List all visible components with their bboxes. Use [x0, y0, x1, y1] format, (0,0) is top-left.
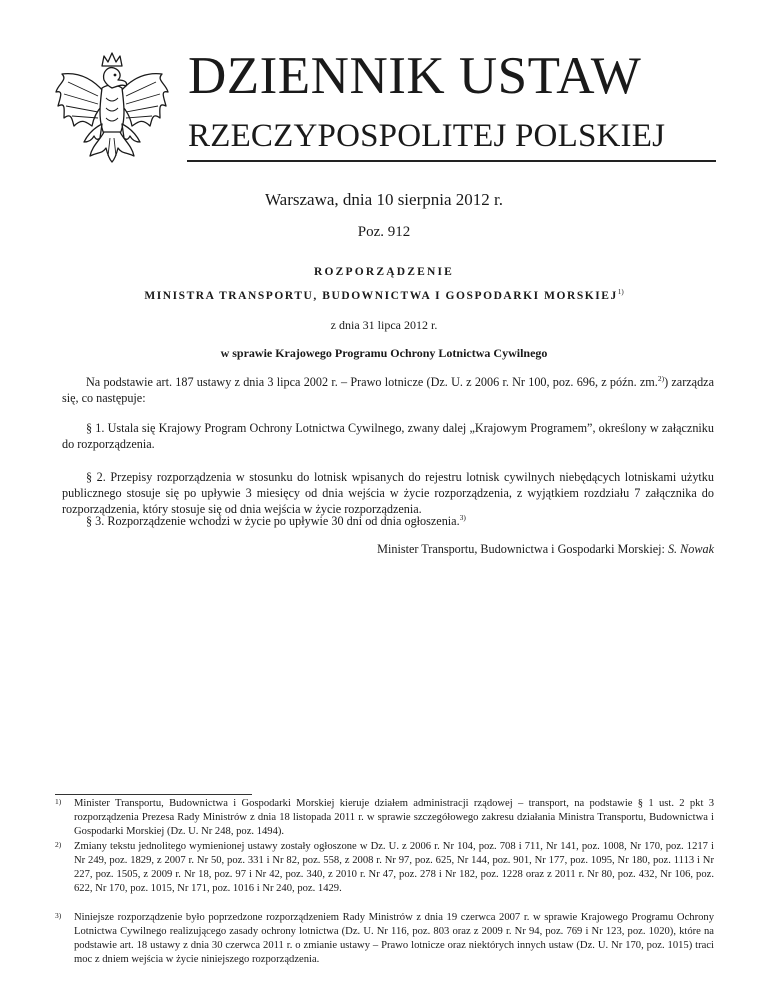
paragraph-3-text: § 3. Rozporządzenie wchodzi w życie po upływie 30 dni od dnia ogłoszenia. [86, 514, 460, 529]
footnote-1-text: Minister Transportu, Budownictwa i Gospodarki Morskiej kieruje działem administracji rządowej – transport, na podstawie § 1 ust. 2 pkt 3 rozporządzenia Prezesa Rady Ministrów z dnia 18 listopada 2011 r. w sprawie szczegółowego zakresu działania Ministra Transportu, Budownictwa i Gospodarki Morskiej (Dz. U. Nr 248, poz. 1494). [74, 798, 714, 837]
masthead-divider [187, 160, 716, 162]
issue-place-date: Warszawa, dnia 10 sierpnia 2012 r. [265, 190, 503, 209]
legal-basis-tail: ) zarządza się, co następuje: [62, 375, 715, 406]
paragraph-2-text: § 2. Przepisy rozporządzenia w stosunku do lotnisk wpisanych do rejestru lotnisk cywilnych niebędących lotniskami użytku publicznego stosuje się po upływie 3 miesięcy od dnia wejścia w życie rozporządzenia, z wyjątkiem rozdziału 7 załącznika do rozporządzenia, który stosuje się od dnia wejścia w życie rozporządzenia. [62, 470, 714, 516]
signature-role: Minister Transportu, Budownictwa i Gospodarki Morskiej: [377, 542, 665, 556]
footnote-ref-1: 1) [617, 288, 624, 296]
legal-basis-paragraph [62, 371, 714, 406]
legal-basis-text: Na podstawie art. 187 ustawy z dnia 3 lipca 2002 r. – Prawo lotnicze (Dz. U. z 2006 r. Nr 100, poz. 696, z późn. zm. [86, 375, 658, 390]
footnote-3 [55, 911, 714, 967]
signature [377, 542, 714, 557]
footnote-2 [55, 840, 714, 896]
masthead-subtitle: RZECZYPOSPOLITEJ POLSKIEJ [188, 118, 666, 154]
issue-position: Poz. 912 [357, 224, 411, 240]
paragraph-3 [62, 510, 714, 529]
white-eagle-emblem-icon [52, 48, 172, 170]
footnote-divider [55, 794, 252, 795]
act-type: ROZPORZĄDZENIE [313, 266, 455, 278]
masthead-title: DZIENNIK USTAW [188, 47, 642, 105]
act-subject: w sprawie Krajowego Programu Ochrony Lotnictwa Cywilnego [220, 346, 548, 360]
paragraph-1-text: § 1. Ustala się Krajowy Program Ochrony Lotnictwa Cywilnego, zwany dalej „Krajowym Programem”, określony w załączniku do rozporządzenia. [62, 421, 714, 451]
footnote-3-mark: 3) [55, 911, 62, 920]
footnote-ref-2: 2) [657, 374, 665, 383]
act-date: z dnia 31 lipca 2012 r. [330, 318, 438, 332]
footnote-ref-3: 3) [459, 513, 466, 522]
footnote-2-mark: 2) [55, 840, 62, 849]
footnote-1-mark: 1) [55, 797, 62, 806]
act-issuer-text: MINISTRA TRANSPORTU, BUDOWNICTWA I GOSPODARKI MORSKIEJ [144, 289, 618, 302]
paragraph-1 [62, 420, 714, 452]
footnote-1 [55, 797, 714, 839]
footnote-3-text: Niniejsze rozporządzenie było poprzedzone rozporządzeniem Rady Ministrów z dnia 19 czerwca 2007 r. w sprawie Krajowego Programu Ochrony Lotnictwa Cywilnego realizującego zasady ochrony lotnictwa (Dz. U. Nr 116, poz. 803 oraz z 2009 r. Nr 94, poz. 769 i Nr 123, poz. 1020), które na podstawie art. 18 ustawy z dnia 30 czerwca 2011 r. o zmianie ustawy – Prawo lotnicze oraz niektórych innych ustaw (Dz. U. Nr 170, poz. 1015) traci moc z dniem wejścia w życie niniejszego rozporządzenia. [74, 912, 714, 965]
act-issuer [0, 288, 768, 302]
signature-name: S. Nowak [667, 542, 714, 556]
footnote-2-text: Zmiany tekstu jednolitego wymienionej ustawy zostały ogłoszone w Dz. U. z 2006 r. Nr 104, poz. 708 i 711, Nr 141, poz. 1008, Nr 170, poz. 1217 i Nr 249, poz. 1829, z 2007 r. Nr 50, poz. 331 i Nr 82, poz. 558, z 2008 r. Nr 97, poz. 625, Nr 144, poz. 901, Nr 177, poz. 1095, Nr 180, poz. 1113 i Nr 227, poz. 1505, z 2009 r. Nr 18, poz. 97 i Nr 42, poz. 340, z 2010 r. Nr 47, poz. 278 i Nr 182, poz. 1228 oraz z 2011 r. Nr 80, poz. 432, Nr 106, poz. 622, Nr 170, poz. 1015, Nr 171, poz. 1016 i Nr 240, poz. 1429. [74, 841, 714, 894]
